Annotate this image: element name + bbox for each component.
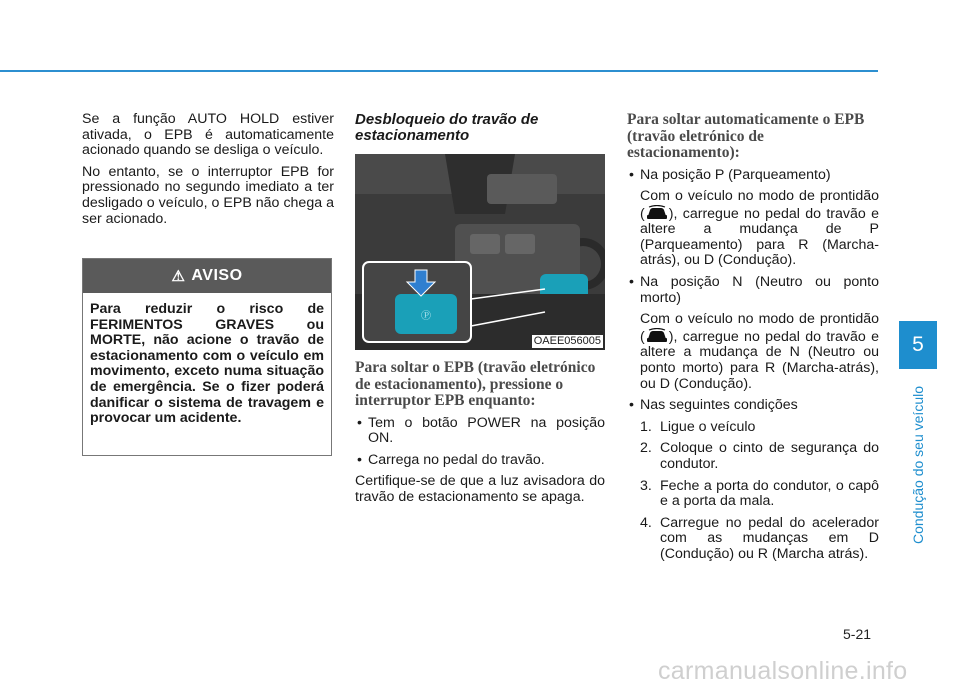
auto-hold-paragraph: Se a função AUTO HOLD estiver ativada, o EPB é automaticamente acionado quando se desliga o veículo. — [82, 111, 334, 159]
step-text: Carregue no pedal do acelerador com as mudanças em D (Condução) ou R (Marcha atrás). — [660, 514, 879, 562]
chapter-number-tab — [899, 321, 937, 369]
list-item-label: Na posição N (Neutro ou ponto morto) — [640, 274, 879, 306]
auto-release-list-3 — [627, 398, 879, 414]
description-text: Com o veículo no modo de prontidão ( — [640, 188, 879, 222]
warning-triangle-icon: ⚠ — [171, 268, 186, 285]
list-item-neutral — [627, 275, 879, 306]
car-ready-icon — [645, 205, 669, 221]
top-rule — [0, 70, 878, 72]
description-text: Com o veículo no modo de prontidão ( — [640, 311, 879, 345]
step-number: 1. — [640, 418, 652, 435]
list-item-label: Na posição P (Parqueamento) — [640, 166, 831, 183]
step-item — [640, 420, 879, 436]
warning-box — [82, 258, 332, 456]
warning-text: Para reduzir o risco de FERIMENTOS GRAVES ou MORTE, não acione o travão de estacionamento com o veículo em movimento, exceto numa situação de emergência. Se o fizer poderá danificar o sistema de travagem e provocar um acidente. — [90, 301, 324, 427]
svg-text:Ⓟ: Ⓟ — [421, 311, 431, 322]
chapter-title — [899, 380, 937, 550]
step-item — [640, 441, 879, 472]
auto-release-heading: Para soltar automaticamente o EPB (travão eletrónico de estacionamento): — [627, 111, 865, 161]
description-text: ), carregue no pedal do travão e altere a mudança de P (Parqueamento) para R (Marcha-atrás), ou D (Condução). — [640, 205, 879, 269]
release-conditions — [355, 416, 605, 469]
chapter-number: 5 — [912, 333, 924, 356]
watermark: carmanualsonline.info — [658, 657, 908, 685]
description-text: ), carregue no pedal do travão e altere a mudança de N (Neutro ou ponto morto) para R (Marcha-atrás), ou D (Condução). — [640, 328, 879, 392]
car-ready-icon — [645, 328, 669, 344]
column-3 — [627, 112, 879, 569]
column-1 — [82, 112, 334, 233]
warning-header — [83, 259, 331, 293]
step-item — [640, 479, 879, 510]
image-code: OAEE056005 — [533, 335, 601, 347]
auto-release-list-2 — [627, 275, 879, 306]
step-number: 4. — [640, 514, 652, 531]
release-subheading: Para soltar o EPB (travão eletrónico de estacionamento), pressione o interruptor EPB enquanto: — [355, 359, 596, 409]
list-item-label: Nas seguintes condições — [640, 397, 798, 414]
neutral-description — [627, 312, 879, 392]
conditions-steps — [627, 420, 879, 563]
warning-title: AVISO — [191, 267, 243, 284]
closing-paragraph: Certifique-se de que a luz avisadora do travão de estacionamento se apaga. — [355, 473, 605, 505]
step-number: 3. — [640, 477, 652, 494]
step-text: Coloque o cinto de segurança do condutor. — [660, 440, 879, 472]
list-item: • Tem o botão POWER na posição ON. — [355, 416, 605, 447]
chapter-title-text: Condução do seu veículo — [910, 386, 926, 544]
epb-switch-paragraph: No entanto, se o interruptor EPB for pressionado no segundo imediato a ter desligado o veículo, o EPB não chega a ser acionado. — [82, 163, 334, 227]
auto-release-list — [627, 168, 879, 184]
epb-switch-photo — [355, 154, 605, 350]
section-heading: Desbloqueio do travão de estacionamento — [355, 111, 539, 144]
list-item: • Carrega no pedal do travão. — [355, 453, 605, 469]
step-number: 2. — [640, 440, 652, 457]
step-text: Ligue o veículo — [660, 418, 756, 435]
list-item-park — [627, 168, 879, 184]
list-item-conditions — [627, 398, 879, 414]
console-illustration — [355, 154, 605, 350]
step-text: Feche a porta do condutor, o capô e a porta da mala. — [660, 477, 879, 510]
page-number: 5-21 — [843, 626, 872, 642]
step-item — [640, 516, 879, 563]
park-description — [627, 189, 879, 269]
column-2 — [355, 112, 605, 511]
